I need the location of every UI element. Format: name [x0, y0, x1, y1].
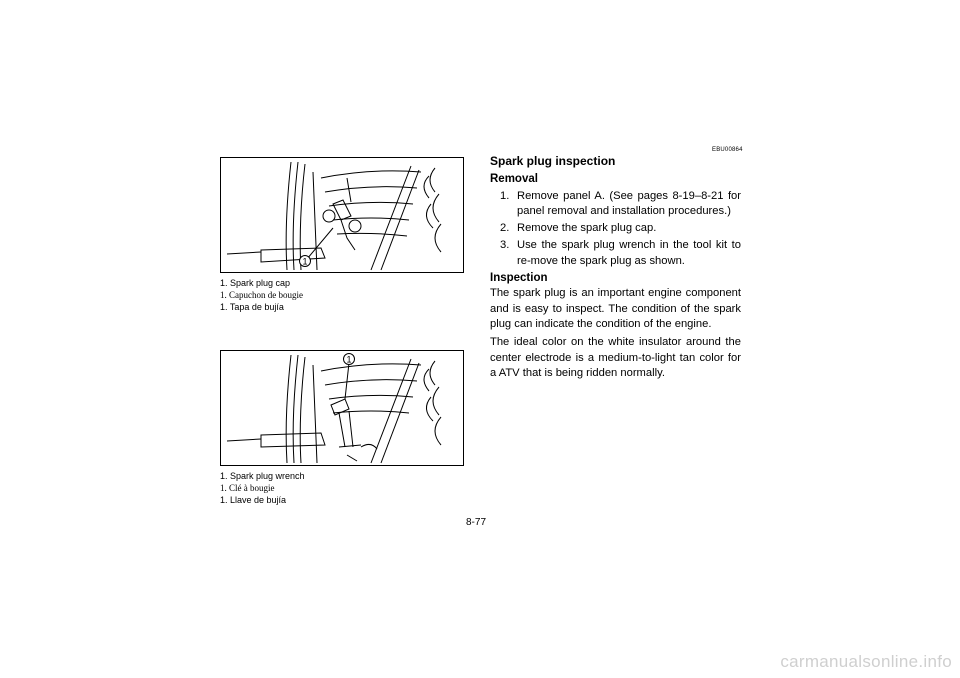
caption-fr: 1. Clé à bougie — [220, 483, 275, 493]
removal-step — [490, 238, 741, 269]
inspection-heading: Inspection — [490, 272, 548, 285]
removal-heading: Removal — [490, 173, 538, 186]
removal-step — [490, 221, 741, 236]
inspection-paragraph: The ideal color on the white insulator around the center electrode is a medium-to-light tan color for a ATV that is being ridden normally. — [490, 336, 741, 379]
section-code: EBU00864 — [712, 147, 743, 153]
caption-fr: 1. Capuchon de bougie — [220, 290, 303, 300]
caption-en: 1. Spark plug wrench — [220, 471, 305, 481]
page-number: 8-77 — [466, 517, 487, 528]
caption-es: 1. Tapa de bujía — [220, 302, 284, 312]
section-title: Spark plug inspection — [490, 154, 616, 168]
step-number: 3. — [500, 239, 510, 252]
figure1-caption — [220, 277, 303, 313]
step-text: Remove the spark plug cap. — [517, 222, 657, 235]
callout-number: 1 — [346, 354, 352, 365]
caption-es: 1. Llave de bujía — [220, 495, 287, 505]
callout-number: 1 — [302, 256, 308, 267]
removal-step — [490, 189, 741, 220]
section-spark-plug-inspection — [490, 154, 741, 384]
figure-spark-plug-cap — [220, 157, 464, 273]
illustration-spark-plug-cap — [221, 158, 463, 272]
illustration-spark-plug-wrench — [221, 351, 463, 465]
figure2-caption — [220, 470, 305, 506]
step-number: 1. — [500, 189, 510, 202]
figure-spark-plug-wrench — [220, 350, 464, 466]
caption-en: 1. Spark plug cap — [220, 278, 291, 288]
step-number: 2. — [500, 222, 510, 235]
step-text: Remove panel A. (See pages 8-19–8-21 for panel removal and installation procedures.) — [517, 189, 741, 217]
step-text: Use the spark plug wrench in the tool kit to re-move the spark plug as shown. — [517, 239, 741, 267]
inspection-paragraph: The spark plug is an important engine component and is easy to inspect. The condition of the spark plug can indicate the condition of the engine. — [490, 287, 741, 330]
removal-steps — [490, 189, 741, 269]
watermark: carmanualsonline.info — [780, 652, 952, 671]
